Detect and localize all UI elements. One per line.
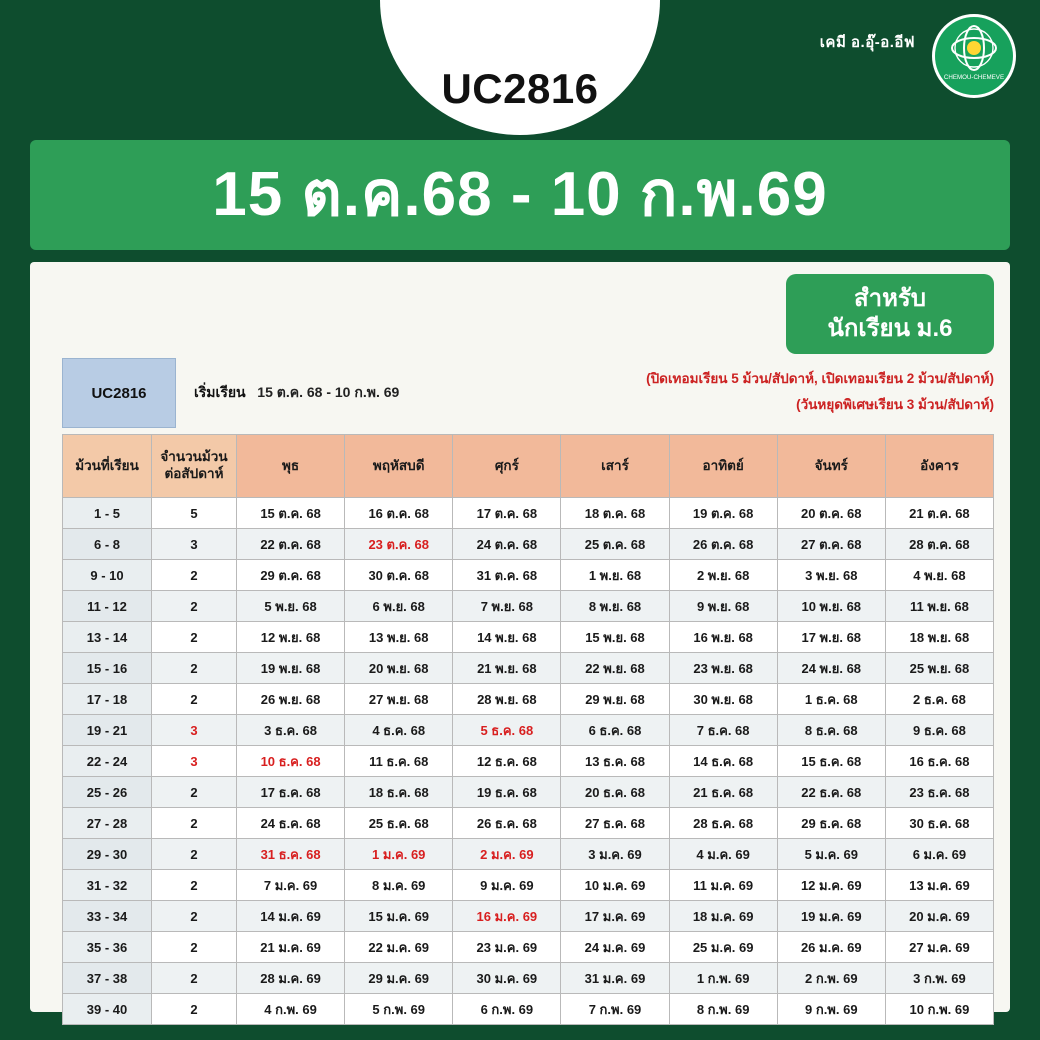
table-cell: 17 - 18 [63,684,152,715]
audience-line-1: สำหรับ [853,285,927,312]
table-cell: 13 ม.ค. 69 [885,870,993,901]
table-row [63,963,994,994]
table-cell: 23 พ.ย. 68 [669,653,777,684]
schedule-table-wrap [62,434,994,1025]
table-cell: 35 - 36 [63,932,152,963]
table-cell: 29 พ.ย. 68 [561,684,669,715]
table-cell: 2 ธ.ค. 68 [885,684,993,715]
table-cell: 24 พ.ย. 68 [777,653,885,684]
table-cell: 15 ต.ค. 68 [237,498,345,529]
table-row [63,498,994,529]
date-range-text: 15 ต.ค.68 - 10 ก.พ.69 [212,160,828,229]
note-special-holiday: (วันหยุดพิเศษเรียน 3 ม้วน/สัปดาห์) [796,396,994,412]
table-cell: 1 ม.ค. 69 [345,839,453,870]
table-cell: 10 พ.ย. 68 [777,591,885,622]
table-cell: 14 พ.ย. 68 [453,622,561,653]
table-cell: 2 ม.ค. 69 [453,839,561,870]
table-cell: 5 [152,498,237,529]
table-cell: 2 [152,591,237,622]
table-cell: 7 ธ.ค. 68 [669,715,777,746]
column-header-8: อังคาร [885,435,993,498]
table-cell: 21 พ.ย. 68 [453,653,561,684]
table-cell: 30 ต.ค. 68 [345,560,453,591]
table-cell: 2 [152,870,237,901]
table-cell: 17 ธ.ค. 68 [237,777,345,808]
table-cell: 18 ต.ค. 68 [561,498,669,529]
table-cell: 4 ม.ค. 69 [669,839,777,870]
date-range-banner [30,140,1010,250]
start-date-value: 15 ต.ค. 68 - 10 ก.พ. 69 [257,384,400,400]
table-row [63,684,994,715]
table-row [63,870,994,901]
table-cell: 21 ธ.ค. 68 [669,777,777,808]
table-cell: 3 [152,529,237,560]
table-row [63,653,994,684]
table-cell: 2 [152,560,237,591]
table-cell: 19 พ.ย. 68 [237,653,345,684]
table-cell: 28 ต.ค. 68 [885,529,993,560]
table-header-row [63,435,994,498]
table-cell: 21 ต.ค. 68 [885,498,993,529]
table-cell: 12 ธ.ค. 68 [453,746,561,777]
table-cell: 15 พ.ย. 68 [561,622,669,653]
table-cell: 30 ม.ค. 69 [453,963,561,994]
table-cell: 7 ก.พ. 69 [561,994,669,1025]
table-cell: 29 - 30 [63,839,152,870]
table-cell: 37 - 38 [63,963,152,994]
table-cell: 31 - 32 [63,870,152,901]
table-cell: 11 ม.ค. 69 [669,870,777,901]
table-head [63,435,994,498]
table-cell: 31 ต.ค. 68 [453,560,561,591]
table-cell: 18 ม.ค. 69 [669,901,777,932]
table-cell: 2 [152,963,237,994]
table-row [63,932,994,963]
table-cell: 7 พ.ย. 68 [453,591,561,622]
table-cell: 3 [152,746,237,777]
audience-badge [786,274,994,354]
table-cell: 5 ม.ค. 69 [777,839,885,870]
table-cell: 11 - 12 [63,591,152,622]
table-cell: 6 ก.พ. 69 [453,994,561,1025]
table-row [63,529,994,560]
start-date-label: เริ่มเรียน [194,384,246,400]
table-cell: 25 - 26 [63,777,152,808]
table-cell: 20 ต.ค. 68 [777,498,885,529]
table-cell: 2 [152,901,237,932]
table-cell: 5 ธ.ค. 68 [453,715,561,746]
table-cell: 11 พ.ย. 68 [885,591,993,622]
table-cell: 39 - 40 [63,994,152,1025]
table-cell: 24 ม.ค. 69 [561,932,669,963]
table-cell: 17 พ.ย. 68 [777,622,885,653]
table-cell: 16 พ.ย. 68 [669,622,777,653]
table-cell: 11 ธ.ค. 68 [345,746,453,777]
column-header-0: ม้วนที่เรียน [63,435,152,498]
table-cell: 15 ม.ค. 69 [345,901,453,932]
note-regular-term: (ปิดเทอมเรียน 5 ม้วน/สัปดาห์, เปิดเทอมเรียน 2 ม้วน/สัปดาห์) [646,371,994,386]
table-cell: 20 ธ.ค. 68 [561,777,669,808]
table-cell: 2 [152,808,237,839]
table-row [63,777,994,808]
table-cell: 31 ธ.ค. 68 [237,839,345,870]
table-cell: 22 ธ.ค. 68 [777,777,885,808]
table-cell: 27 ต.ค. 68 [777,529,885,560]
table-cell: 16 ม.ค. 69 [453,901,561,932]
table-cell: 7 ม.ค. 69 [237,870,345,901]
table-cell: 8 ธ.ค. 68 [777,715,885,746]
table-cell: 2 [152,839,237,870]
table-cell: 2 [152,622,237,653]
table-cell: 15 - 16 [63,653,152,684]
table-cell: 6 ธ.ค. 68 [561,715,669,746]
table-cell: 8 พ.ย. 68 [561,591,669,622]
table-cell: 19 ม.ค. 69 [777,901,885,932]
brand-text: เคมี อ.อุ๊-อ.อีฟ [819,34,915,51]
table-row [63,901,994,932]
table-cell: 1 - 5 [63,498,152,529]
table-cell: 9 ม.ค. 69 [453,870,561,901]
table-cell: 2 [152,777,237,808]
table-body [63,498,994,1025]
table-cell: 9 ธ.ค. 68 [885,715,993,746]
course-code-text: UC2816 [441,65,599,112]
table-cell: 29 ต.ค. 68 [237,560,345,591]
table-cell: 4 พ.ย. 68 [885,560,993,591]
atom-icon [932,14,1016,98]
table-cell: 13 ธ.ค. 68 [561,746,669,777]
svg-text:CHEMOU-CHEMEVE: CHEMOU-CHEMEVE [943,74,1005,81]
course-code-box: UC2816 [62,358,176,428]
start-date-line [194,382,399,404]
table-cell: 3 พ.ย. 68 [777,560,885,591]
table-row [63,622,994,653]
table-cell: 9 ก.พ. 69 [777,994,885,1025]
table-cell: 24 ต.ค. 68 [453,529,561,560]
table-cell: 3 [152,715,237,746]
table-cell: 3 ธ.ค. 68 [237,715,345,746]
table-cell: 15 ธ.ค. 68 [777,746,885,777]
table-cell: 19 - 21 [63,715,152,746]
table-row [63,746,994,777]
table-cell: 25 ต.ค. 68 [561,529,669,560]
table-cell: 26 พ.ย. 68 [237,684,345,715]
table-cell: 2 [152,653,237,684]
schedule-card [30,262,1010,1017]
table-cell: 16 ต.ค. 68 [345,498,453,529]
table-cell: 19 ธ.ค. 68 [453,777,561,808]
course-code-tab [380,0,660,135]
table-cell: 17 ต.ค. 68 [453,498,561,529]
table-cell: 19 ต.ค. 68 [669,498,777,529]
table-cell: 26 ม.ค. 69 [777,932,885,963]
table-cell: 2 [152,932,237,963]
table-cell: 5 พ.ย. 68 [237,591,345,622]
column-header-4: ศุกร์ [453,435,561,498]
table-cell: 18 พ.ย. 68 [885,622,993,653]
table-cell: 22 ม.ค. 69 [345,932,453,963]
table-cell: 6 ม.ค. 69 [885,839,993,870]
table-cell: 2 [152,994,237,1025]
table-cell: 25 ม.ค. 69 [669,932,777,963]
table-cell: 2 พ.ย. 68 [669,560,777,591]
table-cell: 22 พ.ย. 68 [561,653,669,684]
table-cell: 9 - 10 [63,560,152,591]
table-cell: 17 ม.ค. 69 [561,901,669,932]
column-header-5: เสาร์ [561,435,669,498]
table-cell: 3 ก.พ. 69 [885,963,993,994]
table-cell: 28 ธ.ค. 68 [669,808,777,839]
table-cell: 6 - 8 [63,529,152,560]
column-header-1: จำนวนม้วน ต่อสัปดาห์ [152,435,237,498]
table-cell: 29 ธ.ค. 68 [777,808,885,839]
table-cell: 30 พ.ย. 68 [669,684,777,715]
table-cell: 24 ธ.ค. 68 [237,808,345,839]
audience-line-2: นักเรียน ม.6 [827,315,953,342]
table-cell: 10 ก.พ. 69 [885,994,993,1025]
table-cell: 29 ม.ค. 69 [345,963,453,994]
table-cell: 13 - 14 [63,622,152,653]
table-cell: 28 พ.ย. 68 [453,684,561,715]
table-cell: 28 ม.ค. 69 [237,963,345,994]
table-row [63,839,994,870]
table-cell: 31 ม.ค. 69 [561,963,669,994]
table-cell: 8 ก.พ. 69 [669,994,777,1025]
table-cell: 27 พ.ย. 68 [345,684,453,715]
table-cell: 4 ก.พ. 69 [237,994,345,1025]
table-cell: 27 - 28 [63,808,152,839]
table-cell: 1 ก.พ. 69 [669,963,777,994]
column-header-2: พุธ [237,435,345,498]
table-cell: 27 ธ.ค. 68 [561,808,669,839]
table-cell: 12 ม.ค. 69 [777,870,885,901]
table-cell: 10 ธ.ค. 68 [237,746,345,777]
table-row [63,591,994,622]
schedule-notes [646,366,994,417]
table-cell: 23 ม.ค. 69 [453,932,561,963]
table-cell: 20 พ.ย. 68 [345,653,453,684]
table-cell: 33 - 34 [63,901,152,932]
table-cell: 26 ต.ค. 68 [669,529,777,560]
table-cell: 2 [152,684,237,715]
column-header-7: จันทร์ [777,435,885,498]
table-cell: 18 ธ.ค. 68 [345,777,453,808]
schedule-table [62,434,994,1025]
table-cell: 14 ธ.ค. 68 [669,746,777,777]
table-cell: 5 ก.พ. 69 [345,994,453,1025]
table-cell: 1 ธ.ค. 68 [777,684,885,715]
table-cell: 16 ธ.ค. 68 [885,746,993,777]
table-cell: 26 ธ.ค. 68 [453,808,561,839]
table-cell: 25 พ.ย. 68 [885,653,993,684]
table-cell: 21 ม.ค. 69 [237,932,345,963]
table-cell: 22 ต.ค. 68 [237,529,345,560]
table-cell: 20 ม.ค. 69 [885,901,993,932]
table-row [63,808,994,839]
table-cell: 6 พ.ย. 68 [345,591,453,622]
table-cell: 9 พ.ย. 68 [669,591,777,622]
table-row [63,715,994,746]
table-cell: 2 ก.พ. 69 [777,963,885,994]
table-cell: 14 ม.ค. 69 [237,901,345,932]
table-cell: 23 ต.ค. 68 [345,529,453,560]
table-cell: 10 ม.ค. 69 [561,870,669,901]
table-cell: 22 - 24 [63,746,152,777]
table-cell: 27 ม.ค. 69 [885,932,993,963]
column-header-3: พฤหัสบดี [345,435,453,498]
table-cell: 13 พ.ย. 68 [345,622,453,653]
table-cell: 3 ม.ค. 69 [561,839,669,870]
table-cell: 8 ม.ค. 69 [345,870,453,901]
table-cell: 1 พ.ย. 68 [561,560,669,591]
table-row [63,994,994,1025]
table-cell: 4 ธ.ค. 68 [345,715,453,746]
table-cell: 30 ธ.ค. 68 [885,808,993,839]
table-cell: 23 ธ.ค. 68 [885,777,993,808]
table-cell: 12 พ.ย. 68 [237,622,345,653]
column-header-6: อาทิตย์ [669,435,777,498]
table-row [63,560,994,591]
table-cell: 25 ธ.ค. 68 [345,808,453,839]
